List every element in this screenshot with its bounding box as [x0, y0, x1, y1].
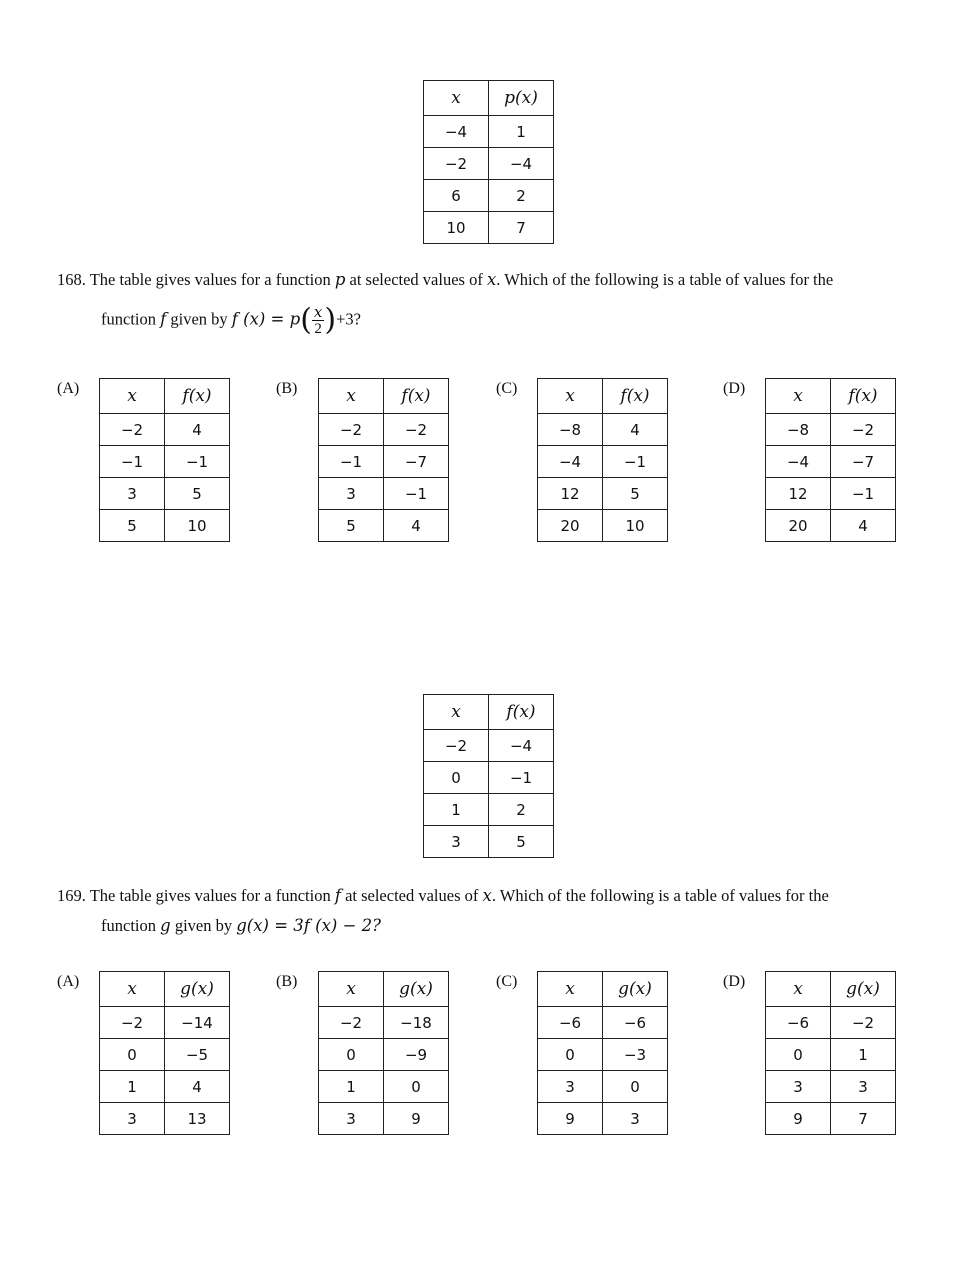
table-header-row [424, 81, 554, 116]
function-value-cell: 13 [165, 1103, 230, 1135]
formula-169: g(x) = 3f (x) − 2? [236, 916, 381, 935]
choice-168-d-label: (D) [723, 380, 746, 397]
header-function: f(x) [384, 379, 449, 414]
table-row [538, 1071, 668, 1103]
table-row [100, 1007, 230, 1039]
choice-169-a-table [99, 971, 230, 1135]
table-row [100, 1071, 230, 1103]
table-row [538, 1039, 668, 1071]
question-169-line1: 169. The table gives values for a function f at selected values of x. Which of the following is a table of values for the [57, 886, 829, 905]
function-value-cell: 2 [489, 180, 554, 212]
function-value-cell: −1 [603, 446, 668, 478]
function-value-cell: 3 [831, 1071, 896, 1103]
x-value-cell: 3 [424, 826, 489, 858]
header-x: x [424, 81, 489, 116]
table-row [538, 1007, 668, 1039]
table-row [319, 1103, 449, 1135]
function-value-cell: −2 [831, 414, 896, 446]
header-function: g(x) [603, 972, 668, 1007]
header-function: g(x) [384, 972, 449, 1007]
choice-169-d-table [765, 971, 896, 1135]
x-value-cell: −4 [424, 116, 489, 148]
function-value-cell: 4 [831, 510, 896, 542]
function-value-cell: −2 [831, 1007, 896, 1039]
question-168-line1: 168. The table gives values for a function p at selected values of x. Which of the following is a table of values for the [57, 270, 834, 289]
function-value-cell: 0 [603, 1071, 668, 1103]
header-x: x [100, 972, 165, 1007]
table-header-row [538, 379, 668, 414]
function-value-cell: −5 [165, 1039, 230, 1071]
table-row [319, 510, 449, 542]
function-value-cell: −4 [489, 730, 554, 762]
table-row [538, 446, 668, 478]
function-value-cell: −7 [384, 446, 449, 478]
table-header-row [538, 972, 668, 1007]
fraction-x-over-2: $\frac{x}{2}$ [313, 303, 323, 337]
function-value-cell: 7 [489, 212, 554, 244]
table-row [766, 414, 896, 446]
function-value-cell: 9 [384, 1103, 449, 1135]
table-row [424, 212, 554, 244]
table-row [424, 794, 554, 826]
choice-168-a-table [99, 378, 230, 542]
header-x: x [766, 972, 831, 1007]
table-row [100, 1039, 230, 1071]
table-header-row [100, 379, 230, 414]
function-value-cell: 0 [384, 1071, 449, 1103]
table-row [424, 116, 554, 148]
x-value-cell: 5 [100, 510, 165, 542]
x-value-cell: 0 [424, 762, 489, 794]
x-value-cell: −4 [538, 446, 603, 478]
x-value-cell: −6 [538, 1007, 603, 1039]
function-value-cell: −14 [165, 1007, 230, 1039]
table-row [100, 414, 230, 446]
header-x: x [538, 972, 603, 1007]
x-value-cell: 12 [766, 478, 831, 510]
function-value-cell: −7 [831, 446, 896, 478]
function-value-cell: −18 [384, 1007, 449, 1039]
table-row [538, 1103, 668, 1135]
x-value-cell: −2 [100, 1007, 165, 1039]
table-row [319, 414, 449, 446]
x-value-cell: −2 [319, 414, 384, 446]
function-value-cell: 5 [165, 478, 230, 510]
question-168-line2: function f given by f (x) = p( $\frac{x}{2}$ )+3? [101, 302, 361, 338]
function-value-cell: −1 [831, 478, 896, 510]
x-value-cell: 1 [319, 1071, 384, 1103]
x-value-cell: 9 [766, 1103, 831, 1135]
table-row [424, 180, 554, 212]
header-function: g(x) [165, 972, 230, 1007]
table-row [424, 730, 554, 762]
table-row [766, 1039, 896, 1071]
choice-169-a-label: (A) [57, 973, 80, 990]
table-row [538, 478, 668, 510]
table-header-row [424, 695, 554, 730]
table-row [100, 510, 230, 542]
x-value-cell: 0 [766, 1039, 831, 1071]
table-row [766, 510, 896, 542]
x-value-cell: 3 [100, 478, 165, 510]
function-value-cell: 1 [831, 1039, 896, 1071]
x-value-cell: −2 [424, 148, 489, 180]
function-value-cell: −6 [603, 1007, 668, 1039]
function-value-cell: 10 [603, 510, 668, 542]
x-value-cell: −4 [766, 446, 831, 478]
x-value-cell: 3 [319, 1103, 384, 1135]
choice-169-d-label: (D) [723, 973, 746, 990]
x-value-cell: 20 [538, 510, 603, 542]
function-value-cell: −1 [489, 762, 554, 794]
p-values-table [423, 80, 554, 244]
table-row [424, 826, 554, 858]
table-row [766, 478, 896, 510]
x-value-cell: −2 [424, 730, 489, 762]
header-x: x [319, 972, 384, 1007]
x-value-cell: 5 [319, 510, 384, 542]
x-value-cell: 3 [319, 478, 384, 510]
table-row [538, 510, 668, 542]
function-value-cell: −4 [489, 148, 554, 180]
function-value-cell: 1 [489, 116, 554, 148]
x-value-cell: −2 [100, 414, 165, 446]
function-value-cell: 4 [384, 510, 449, 542]
choice-169-b-table [318, 971, 449, 1135]
function-value-cell: −1 [384, 478, 449, 510]
table-row [100, 1103, 230, 1135]
x-value-cell: 6 [424, 180, 489, 212]
formula-168: f (x) = p [231, 309, 301, 329]
table-row [100, 446, 230, 478]
table-row [766, 1007, 896, 1039]
choice-168-a-label: (A) [57, 380, 80, 397]
x-value-cell: 9 [538, 1103, 603, 1135]
function-value-cell: 5 [603, 478, 668, 510]
table-header-row [766, 972, 896, 1007]
choice-169-b-label: (B) [276, 973, 298, 990]
function-value-cell: 10 [165, 510, 230, 542]
header-function: f(x) [831, 379, 896, 414]
table-row [766, 1103, 896, 1135]
x-value-cell: 10 [424, 212, 489, 244]
function-value-cell: 2 [489, 794, 554, 826]
x-value-cell: −1 [100, 446, 165, 478]
x-value-cell: 1 [100, 1071, 165, 1103]
function-value-cell: −1 [165, 446, 230, 478]
x-value-cell: 12 [538, 478, 603, 510]
header-function: g(x) [831, 972, 896, 1007]
x-value-cell: 0 [319, 1039, 384, 1071]
x-value-cell: −8 [538, 414, 603, 446]
table-row [319, 1039, 449, 1071]
function-value-cell: 5 [489, 826, 554, 858]
table-row [424, 762, 554, 794]
choice-168-c-label: (C) [496, 380, 518, 397]
header-x: x [766, 379, 831, 414]
table-row [319, 478, 449, 510]
table-row [424, 148, 554, 180]
header-function: f(x) [489, 695, 554, 730]
table-row [319, 1071, 449, 1103]
x-value-cell: 3 [538, 1071, 603, 1103]
x-value-cell: −2 [319, 1007, 384, 1039]
header-x: x [424, 695, 489, 730]
x-value-cell: −8 [766, 414, 831, 446]
function-value-cell: −3 [603, 1039, 668, 1071]
function-value-cell: 4 [165, 1071, 230, 1103]
header-x: x [319, 379, 384, 414]
table-header-row [766, 379, 896, 414]
header-x: x [100, 379, 165, 414]
question-169-line2: function g given by g(x) = 3f (x) − 2? [101, 916, 381, 935]
table-header-row [319, 972, 449, 1007]
choice-168-c-table [537, 378, 668, 542]
x-value-cell: 3 [100, 1103, 165, 1135]
function-value-cell: −2 [384, 414, 449, 446]
table-row [319, 446, 449, 478]
header-function: p(x) [489, 81, 554, 116]
x-value-cell: 0 [100, 1039, 165, 1071]
table-row [319, 1007, 449, 1039]
x-value-cell: 1 [424, 794, 489, 826]
function-value-cell: −9 [384, 1039, 449, 1071]
table-header-row [319, 379, 449, 414]
function-value-cell: 4 [165, 414, 230, 446]
x-value-cell: −1 [319, 446, 384, 478]
function-value-cell: 4 [603, 414, 668, 446]
x-value-cell: 3 [766, 1071, 831, 1103]
function-value-cell: 7 [831, 1103, 896, 1135]
x-value-cell: 0 [538, 1039, 603, 1071]
f-values-table [423, 694, 554, 858]
table-header-row [100, 972, 230, 1007]
table-row [100, 478, 230, 510]
header-function: f(x) [165, 379, 230, 414]
choice-169-c-table [537, 971, 668, 1135]
choice-169-c-label: (C) [496, 973, 518, 990]
table-row [766, 446, 896, 478]
header-x: x [538, 379, 603, 414]
table-row [538, 414, 668, 446]
choice-168-b-label: (B) [276, 380, 298, 397]
table-row [766, 1071, 896, 1103]
x-value-cell: −6 [766, 1007, 831, 1039]
function-value-cell: 3 [603, 1103, 668, 1135]
x-value-cell: 20 [766, 510, 831, 542]
header-function: f(x) [603, 379, 668, 414]
choice-168-b-table [318, 378, 449, 542]
choice-168-d-table [765, 378, 896, 542]
